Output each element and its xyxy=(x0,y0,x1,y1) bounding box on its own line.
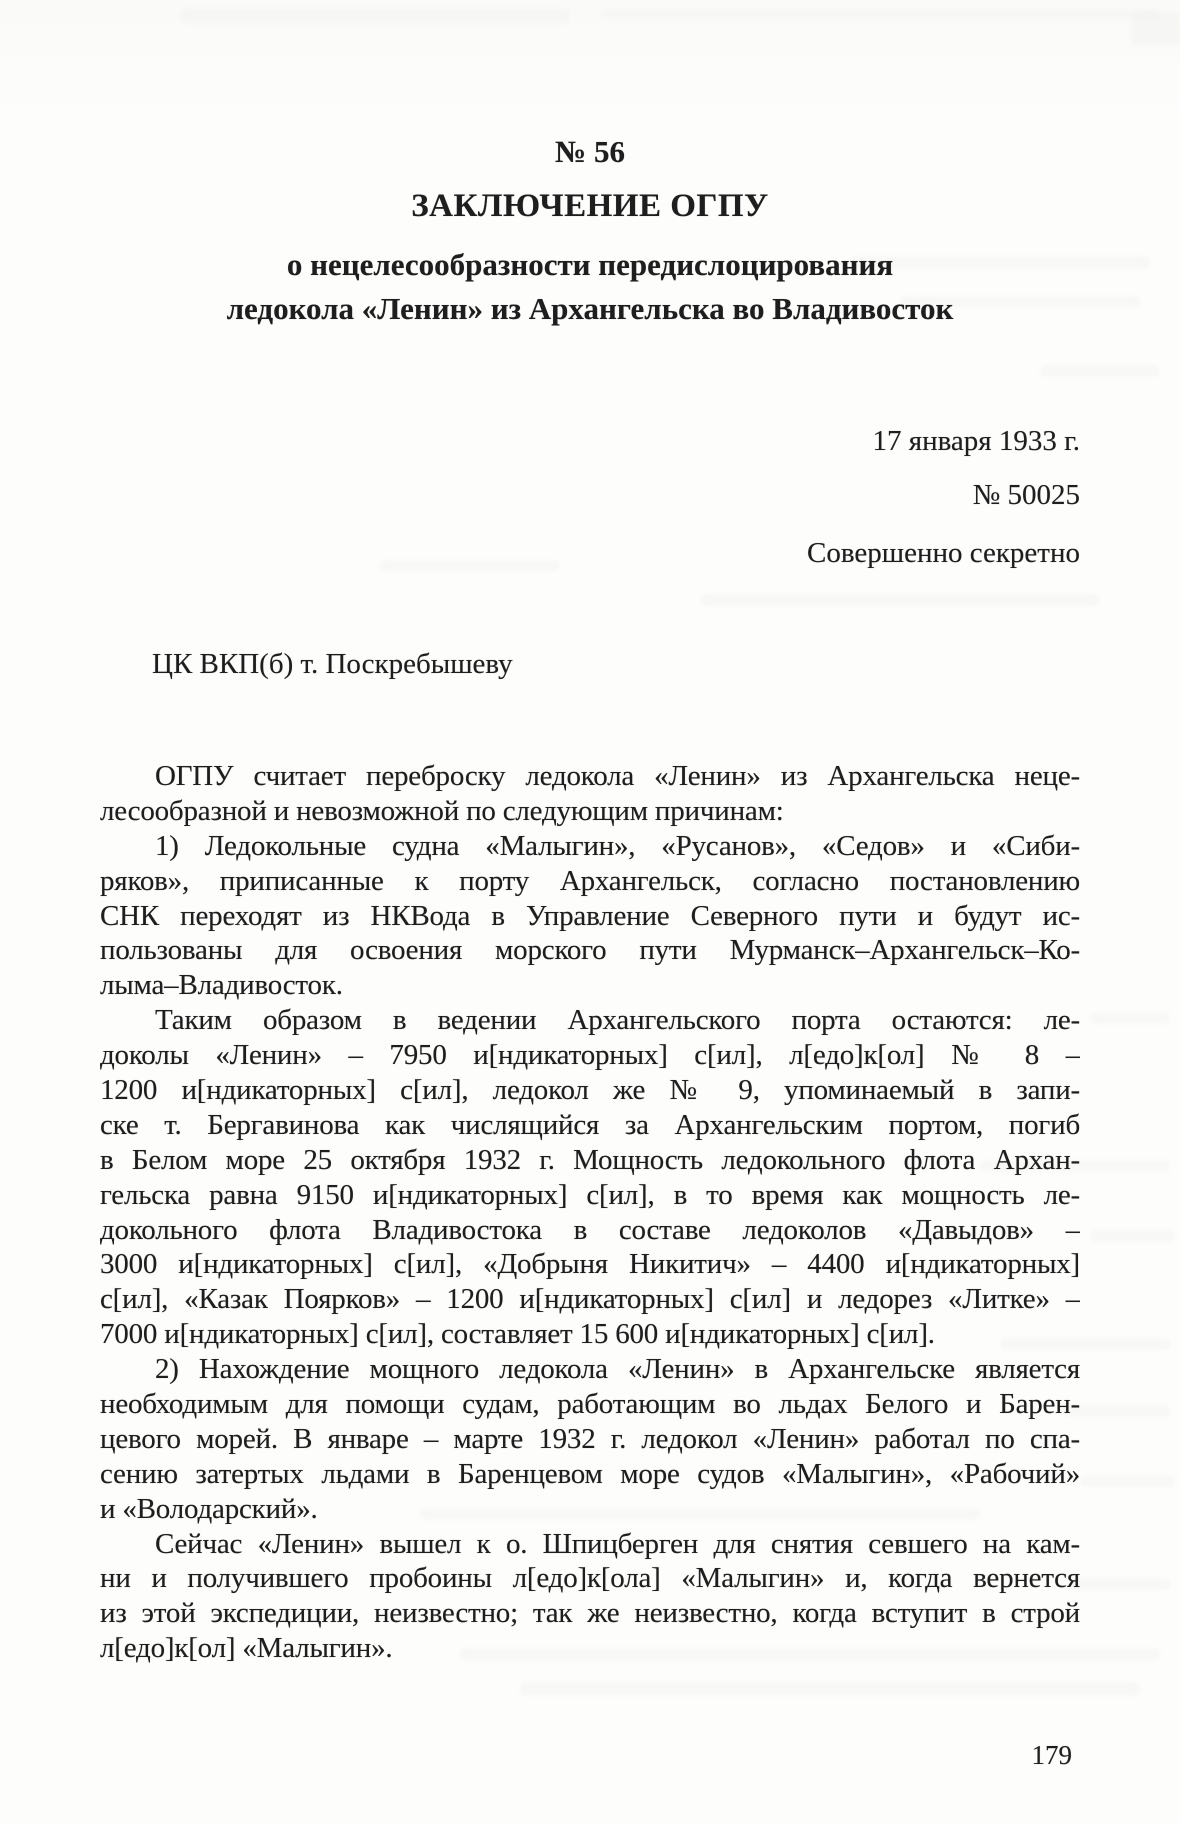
bleed-through-artifact xyxy=(1090,1012,1170,1024)
body-line: 3000 и[ндикаторных] с[ил], «Добрыня Никитич» – 4400 и[ндикаторных] xyxy=(100,1248,1080,1281)
bleed-through-artifact xyxy=(700,594,1100,606)
body-line: ни и получившего пробоины л[едо]к[ола] «Малыгин» и, когда вернется xyxy=(100,1562,1080,1595)
doc-ref-number: № 50025 xyxy=(972,479,1080,511)
doc-subtitle-line-2: ледокола «Ленин» из Архангельска во Владивосток xyxy=(226,291,954,326)
scan-artifact xyxy=(180,8,570,24)
body-line: сению затертых льдами в Баренцевом море судов «Малыгин», «Рабочий» xyxy=(100,1457,1080,1490)
body-line: докольного флота Владивостока в составе ледоколов «Давыдов» – xyxy=(100,1213,1080,1246)
body-line: 1) Ледокольные судна «Малыгин», «Русанов», «Седов» и «Сиби- xyxy=(155,829,1080,862)
body-line: лесообразной и невозможной по следующим причинам: xyxy=(100,794,784,827)
document-body xyxy=(100,759,1080,1666)
body-line: СНК переходят из НКВода в Управление Северного пути и будут ис- xyxy=(100,899,1080,932)
bleed-through-artifact xyxy=(380,560,560,571)
doc-subtitle-line-1: о нецелесообразности передислоцирования xyxy=(286,247,894,282)
body-line: ске т. Бергавинова как числящийся за Архангельским портом, погиб xyxy=(100,1108,1080,1141)
body-line: 1200 и[ндикаторных] с[ил], ледокол же № 9, упоминаемый в запи- xyxy=(100,1074,1080,1107)
body-line: необходимым для помощи судам, работающим во льдах Белого и Барен- xyxy=(100,1388,1080,1421)
body-line: Сейчас «Ленин» вышел к о. Шпицберген для снятия севшего на кам- xyxy=(155,1527,1080,1560)
scan-artifact xyxy=(600,10,1160,18)
body-line: и «Володарский». xyxy=(100,1492,318,1525)
doc-number: № 56 xyxy=(555,134,625,169)
doc-date: 17 января 1933 г. xyxy=(872,425,1080,457)
bleed-through-artifact xyxy=(520,1682,1140,1696)
body-line: с[ил], «Казак Поярков» – 1200 и[ндикаторных] с[ил] и ледорез «Литке» – xyxy=(100,1283,1080,1316)
body-line: лыма–Владивосток. xyxy=(100,969,343,1002)
body-line: ОГПУ считает переброску ледокола «Ленин» из Архангельска неце- xyxy=(155,760,1080,792)
doc-classification: Совершенно секретно xyxy=(807,537,1080,569)
bleed-through-artifact xyxy=(1090,1230,1175,1242)
body-line: ряков», приписанные к порту Архангельск, согласно постановлению xyxy=(100,864,1080,897)
bleed-through-artifact xyxy=(1040,365,1160,377)
doc-addressee: ЦК ВКП(б) т. Поскребышеву xyxy=(152,648,513,680)
doc-title: ЗАКЛЮЧЕНИЕ ОГПУ xyxy=(411,188,769,224)
body-line: в Белом море 25 октября 1932 г. Мощность ледокольного флота Архан- xyxy=(100,1143,1080,1176)
body-line: доколы «Ленин» – 7950 и[ндикаторных] с[ил], л[едо]к[ол] № 8 – xyxy=(100,1039,1080,1072)
body-line: гельска равна 9150 и[ндикаторных] с[ил], в то время как мощность ле- xyxy=(100,1178,1080,1211)
body-line: 7000 и[ндикаторных] с[ил], составляет 15 600 и[ндикаторных] с[ил]. xyxy=(100,1318,935,1351)
bleed-through-artifact xyxy=(1080,1475,1175,1487)
page-number: 179 xyxy=(1031,1740,1072,1770)
bleed-through-artifact xyxy=(1070,1578,1170,1590)
body-line: пользованы для освоения морского пути Мурманск–Архангельск–Ко- xyxy=(100,934,1080,967)
body-line: л[едо]к[ол] «Малыгин». xyxy=(100,1632,393,1665)
scan-artifact xyxy=(1130,12,1180,46)
body-line: 2) Нахождение мощного ледокола «Ленин» в Архангельске является xyxy=(155,1353,1080,1386)
body-line: из этой экспедиции, неизвестно; так же неизвестно, когда вступит в строй xyxy=(100,1597,1080,1630)
body-line: Таким образом в ведении Архангельского порта остаются: ле- xyxy=(155,1004,1080,1037)
body-line: цевого морей. В январе – марте 1932 г. ледокол «Ленин» работал по спа- xyxy=(100,1422,1080,1455)
